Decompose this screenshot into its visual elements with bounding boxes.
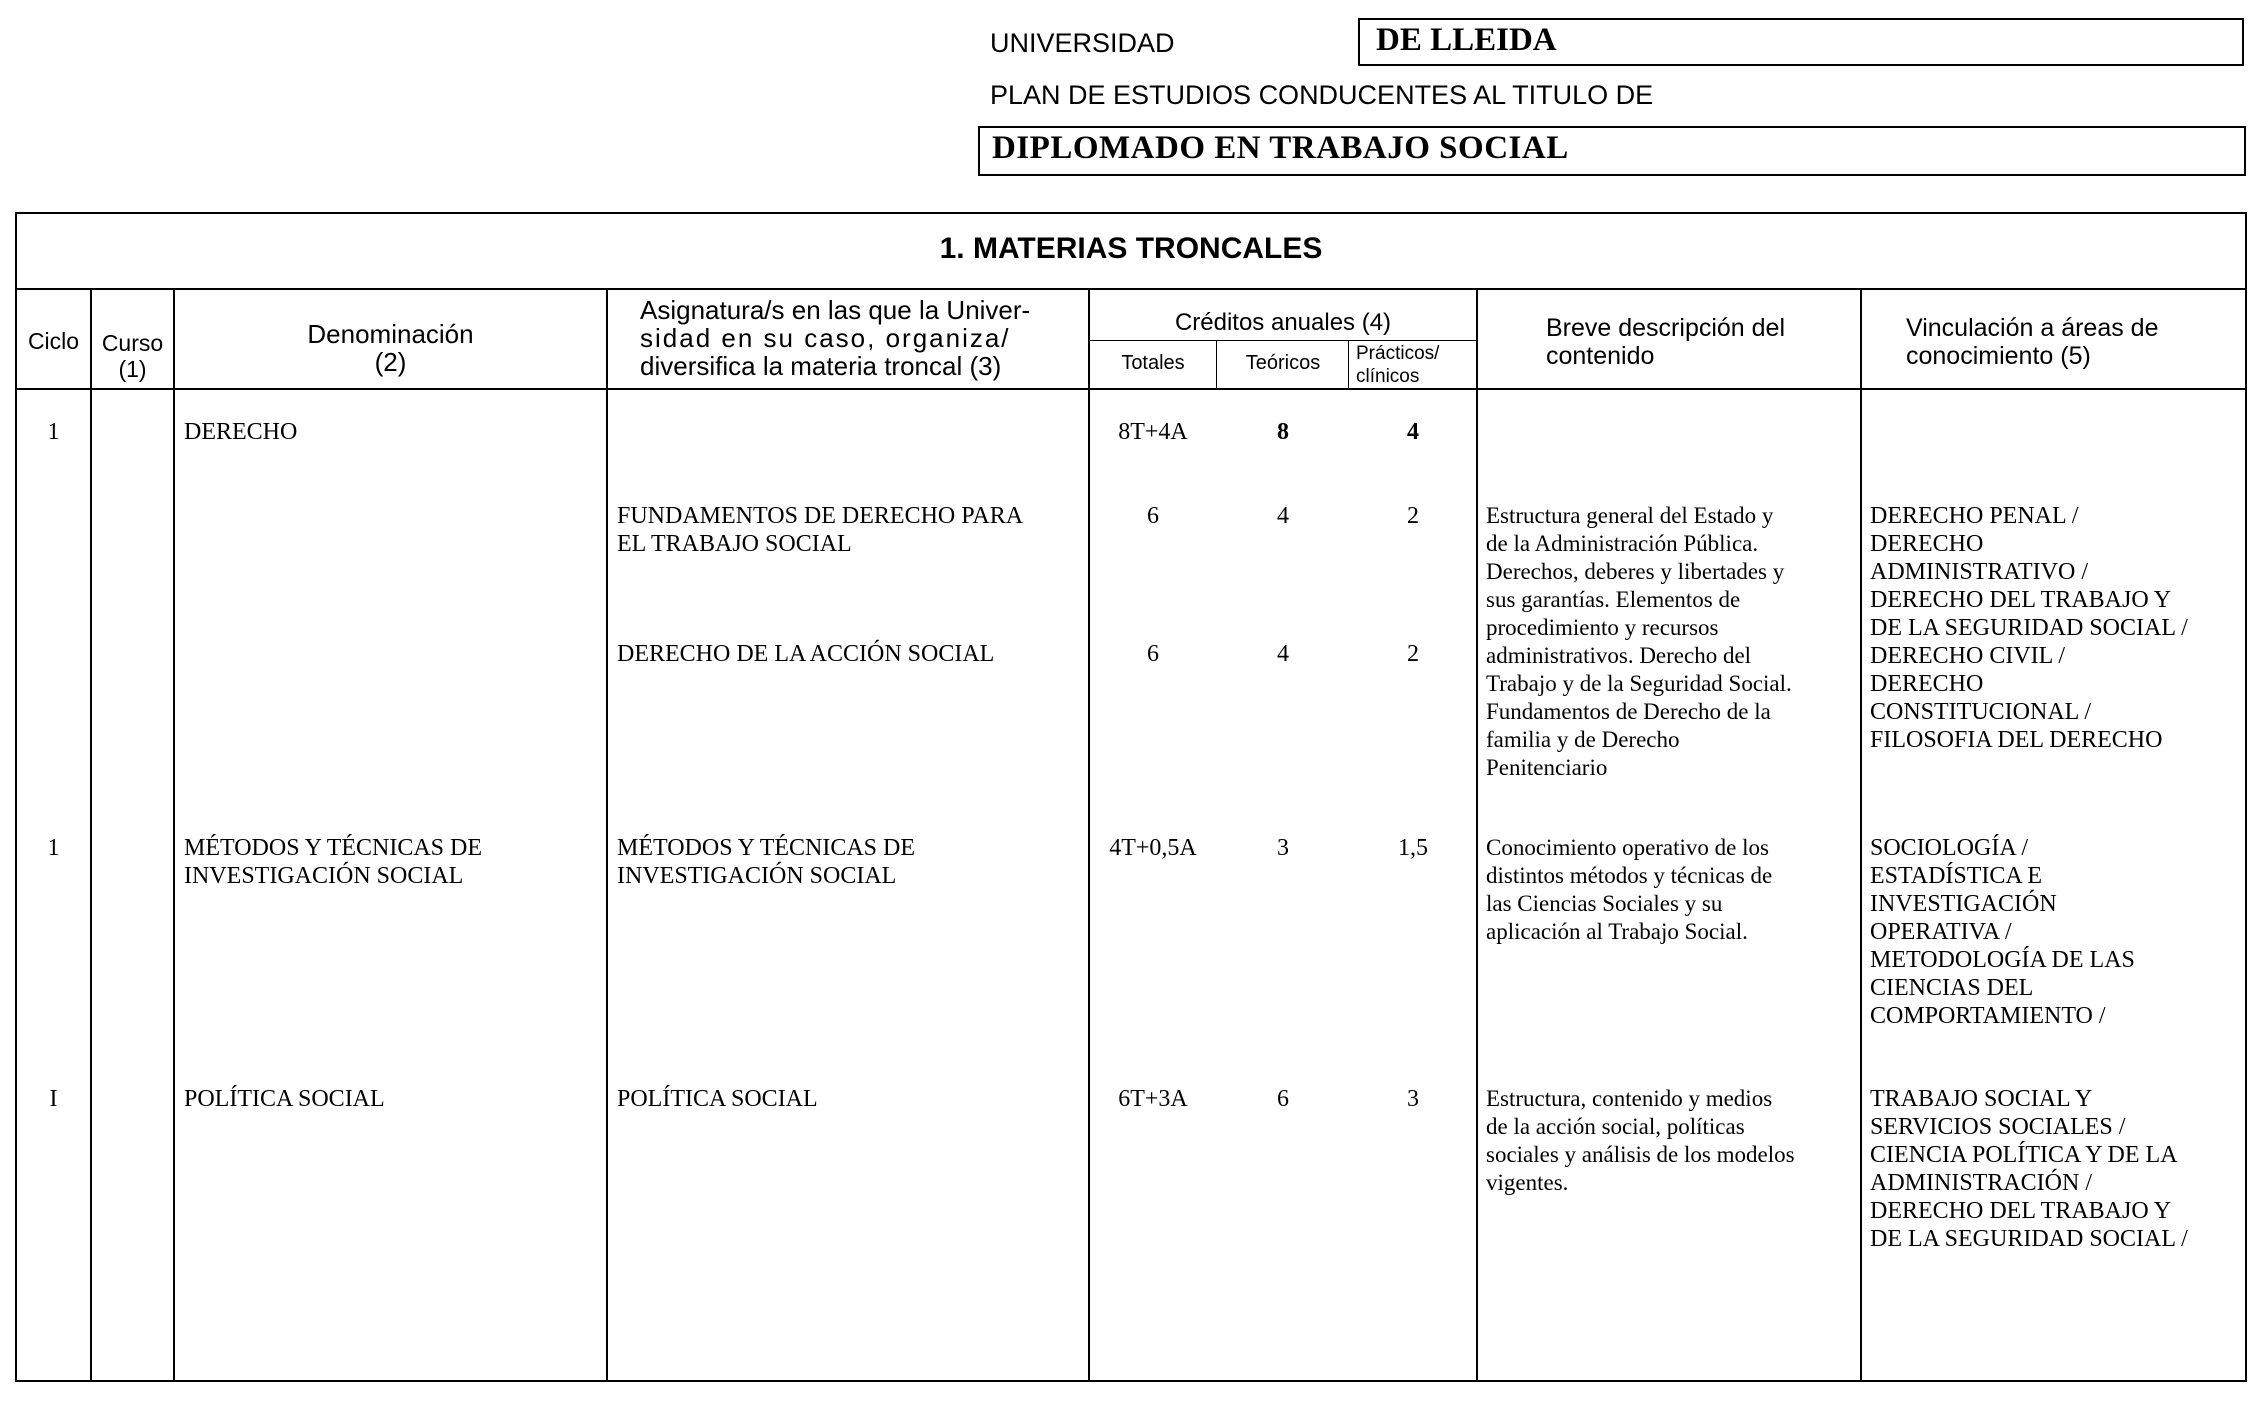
row-1-asignatura-1-l2: EL TRABAJO SOCIAL [617,531,852,557]
row-3-denominacion: POLÍTICA SOCIAL [184,1086,385,1112]
col-header-teoricos: Teóricos [1245,352,1321,374]
row-1-asignatura-2-teoricos: 4 [1277,641,1289,667]
row-3-descripcion-l4: vigentes. [1486,1170,1569,1195]
row-3-practicos: 3 [1407,1086,1419,1112]
col-header-denominacion-note: (2) [374,347,407,377]
row-1-totales: 8T+4A [1118,419,1188,445]
row-1-descripcion-l6: administrativos. Derecho del [1486,643,1752,668]
col-header-vinculacion-l2: conocimiento (5) [1906,342,2091,370]
row-2-area-l2: ESTADÍSTICA E [1870,863,2043,889]
row-3-descripcion-l3: sociales y análisis de los modelos [1486,1142,1795,1167]
col-divider-creditos [1476,288,1478,1382]
universidad-name: DE LLEIDA [1376,22,1557,58]
row-1-area-l8: CONSTITUCIONAL / [1870,699,2092,725]
row-2-area-l3: INVESTIGACIÓN [1870,891,2057,917]
col-divider-teoricos [1348,340,1349,388]
row-1-areas [1870,502,2188,754]
row-2-denominacion [184,834,482,890]
row-1-area-l3: ADMINISTRATIVO / [1870,559,2088,585]
col-divider-descripcion [1860,288,1862,1382]
row-1-denominacion: DERECHO [184,419,298,445]
row-1-area-l2: DERECHO [1870,531,1984,557]
row-1-area-l6: DERECHO CIVIL / [1870,643,2066,669]
row-2-descripcion-l1: Conocimiento operativo de los [1486,835,1769,860]
col-header-curso-note: (1) [118,356,147,382]
title-divider [15,288,2247,290]
row-3-area-l2: SERVICIOS SOCIALES / [1870,1114,2126,1140]
col-header-curso-label: Curso [101,330,164,356]
section-title: 1. MATERIAS TRONCALES [939,232,1323,265]
col-header-denominacion-label: Denominación [307,319,474,349]
universidad-box [1358,18,2244,66]
row-1-ciclo: 1 [47,419,60,445]
row-3-area-l6: DE LA SEGURIDAD SOCIAL / [1870,1226,2188,1252]
row-3-areas [1870,1085,2188,1253]
col-header-descripcion-l2: contenido [1546,342,1655,370]
row-2-descripcion [1486,834,1772,946]
row-1-descripcion [1486,502,1792,782]
col-header-asignatura-l3: diversifica la materia troncal (3) [640,351,1002,381]
row-1-asignatura-2-totales: 6 [1147,641,1159,667]
col-header-practicos-l2: clínicos [1356,366,1420,387]
row-2-area-l5: METODOLOGÍA DE LAS [1870,947,2135,973]
row-1-teoricos: 8 [1277,419,1289,445]
col-header-denominacion [175,320,606,376]
row-2-practicos: 1,5 [1398,835,1428,861]
degree-title-box [978,126,2246,176]
row-3-ciclo: I [49,1086,58,1112]
row-2-asignatura-l1: MÉTODOS Y TÉCNICAS DE [617,835,916,861]
row-2-totales: 4T+0,5A [1109,835,1197,861]
row-2-asignatura [617,834,915,890]
col-divider-curso [173,288,175,1382]
col-header-asignatura-l1: Asignatura/s en las que la Univer- [640,295,1031,325]
degree-title: DIPLOMADO EN TRABAJO SOCIAL [992,130,1569,166]
row-1-practicos: 4 [1407,419,1419,445]
col-header-descripcion-l1: Breve descripción del [1546,314,1786,342]
row-2-descripcion-l4: aplicación al Trabajo Social. [1486,919,1748,944]
col-header-creditos: Créditos anuales (4) [1174,309,1392,336]
row-3-asignatura: POLÍTICA SOCIAL [617,1086,818,1112]
row-2-denominacion-l1: MÉTODOS Y TÉCNICAS DE [184,835,483,861]
row-3-area-l5: DERECHO DEL TRABAJO Y [1870,1198,2172,1224]
row-2-denominacion-l2: INVESTIGACIÓN SOCIAL [184,863,464,889]
row-1-descripcion-l1: Estructura general del Estado y [1486,503,1774,528]
row-2-area-l1: SOCIOLOGÍA / [1870,835,2029,861]
col-header-descripcion [1546,314,1785,370]
row-1-area-l5: DE LA SEGURIDAD SOCIAL / [1870,615,2188,641]
row-2-area-l7: COMPORTAMIENTO / [1870,1003,2106,1029]
row-3-descripcion-l2: de la acción social, políticas [1486,1114,1745,1139]
col-header-asignatura-l2: sidad en su caso, organiza/ [640,323,1011,353]
col-header-asignatura [640,296,1030,380]
row-2-areas [1870,834,2135,1030]
row-3-descripcion [1486,1085,1795,1197]
row-1-descripcion-l8: Fundamentos de Derecho de la [1486,699,1771,724]
col-header-vinculacion-l1: Vinculación a áreas de [1906,314,2159,342]
row-2-area-l4: OPERATIVA / [1870,919,2012,945]
row-1-area-l7: DERECHO [1870,671,1984,697]
col-header-vinculacion [1906,314,2159,370]
col-header-practicos-l1: Prácticos/ [1356,343,1440,364]
row-3-teoricos: 6 [1277,1086,1289,1112]
row-3-descripcion-l1: Estructura, contenido y medios [1486,1086,1773,1111]
row-1-descripcion-l4: sus garantías. Elementos de [1486,587,1741,612]
col-header-practicos [1350,342,1482,388]
row-2-asignatura-l2: INVESTIGACIÓN SOCIAL [617,863,897,889]
row-3-area-l3: CIENCIA POLÍTICA Y DE LA [1870,1142,2178,1168]
plan-label: PLAN DE ESTUDIOS CONDUCENTES AL TITULO DE [990,80,1654,110]
creditos-divider [1088,340,1476,341]
row-1-asignatura-1-practicos: 2 [1407,503,1419,529]
col-header-curso [92,330,173,382]
row-1-descripcion-l9: familia y de Derecho [1486,727,1680,752]
row-2-area-l6: CIENCIAS DEL [1870,975,2034,1001]
col-header-totales: Totales [1121,352,1185,374]
row-1-area-l1: DERECHO PENAL / [1870,503,2079,529]
row-1-descripcion-l5: procedimiento y recursos [1486,615,1719,640]
col-divider-totales [1216,340,1217,388]
row-1-area-l4: DERECHO DEL TRABAJO Y [1870,587,2172,613]
row-1-descripcion-l2: de la Administración Pública. [1486,531,1759,556]
row-2-ciclo: 1 [47,835,60,861]
row-2-teoricos: 3 [1277,835,1289,861]
row-1-descripcion-l3: Derechos, deberes y libertades y [1486,559,1785,584]
universidad-label: UNIVERSIDAD [990,28,1175,58]
row-1-asignatura-1-totales: 6 [1147,503,1159,529]
row-3-area-l4: ADMINISTRACIÓN / [1870,1170,2092,1196]
row-2-descripcion-l2: distintos métodos y técnicas de [1486,863,1773,888]
col-header-ciclo: Ciclo [27,328,80,354]
row-1-asignatura-2: DERECHO DE LA ACCIÓN SOCIAL [617,641,995,667]
col-divider-denominacion [606,288,608,1382]
row-2-descripcion-l3: las Ciencias Sociales y su [1486,891,1723,916]
header-divider [15,388,2247,390]
row-3-totales: 6T+3A [1118,1086,1188,1112]
row-1-asignatura-2-practicos: 2 [1407,641,1419,667]
row-3-area-l1: TRABAJO SOCIAL Y [1870,1086,2093,1112]
row-1-descripcion-l7: Trabajo y de la Seguridad Social. [1486,671,1792,696]
col-divider-ciclo [90,288,92,1382]
row-1-asignatura-1-l1: FUNDAMENTOS DE DERECHO PARA [617,503,1024,529]
row-1-asignatura-1-teoricos: 4 [1277,503,1289,529]
row-1-descripcion-l10: Penitenciario [1486,755,1608,780]
row-1-asignatura-1 [617,502,1023,558]
row-1-area-l9: FILOSOFIA DEL DERECHO [1870,727,2163,753]
